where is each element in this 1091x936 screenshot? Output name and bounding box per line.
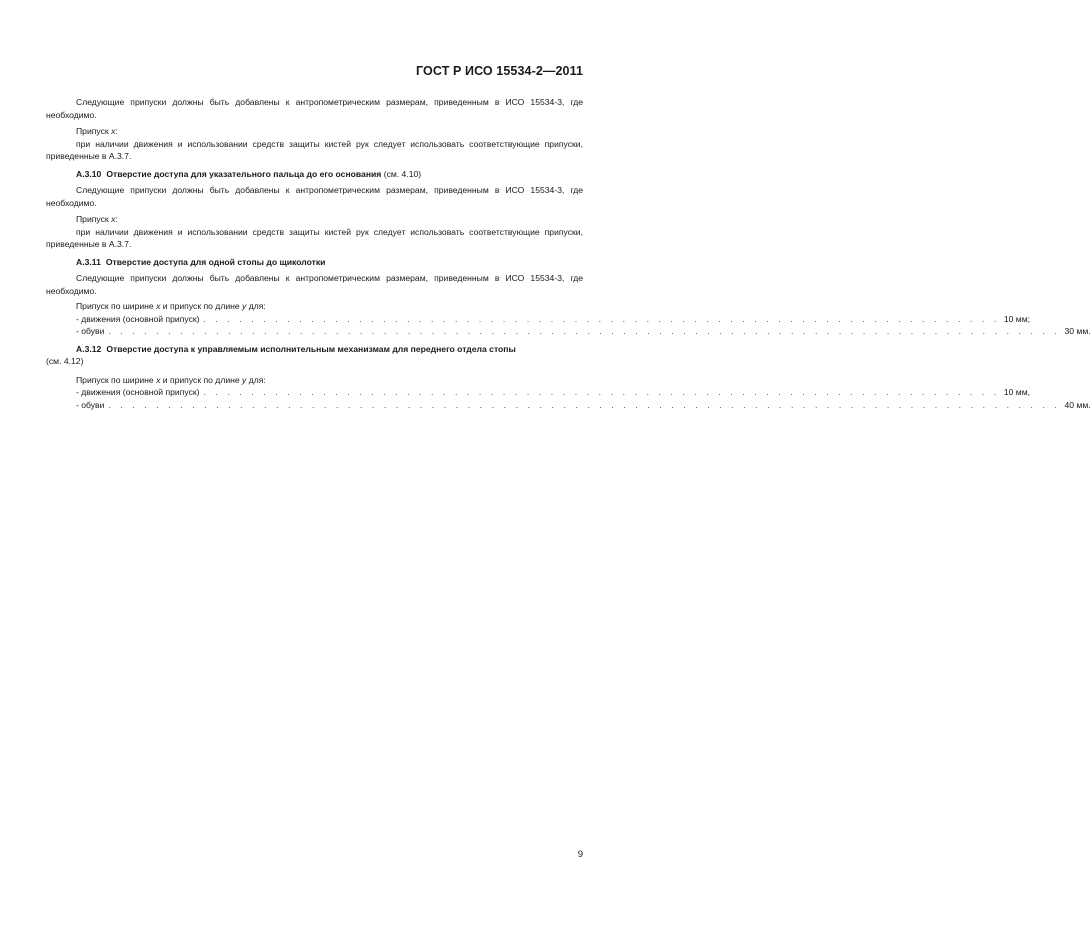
section-intro: [46, 96, 583, 163]
section-title: Отверстие доступа для одной стопы до щиколотки: [105, 256, 326, 267]
allowance-label: Припуск x:: [76, 214, 118, 224]
section-a-3-11: [46, 256, 1091, 338]
page-number: 9: [577, 849, 583, 860]
section-reference: (см. 4.10): [381, 168, 422, 179]
paragraph: при наличии движения и использовании средств защиты кистей рук следует использовать соответствующие припуски, приведенные в А.3.7.: [46, 226, 583, 249]
allowance-item-movement: - движения (основной припуск) . . . . . . . . . . . . . . . . . . . . . . . . . . . . . . . . . . . . . . . . . . . . . . . . . . . . . . . . . . . . . . . . . . . 10 мм;: [76, 313, 1031, 324]
allowance-item-footwear: - обуви . . . . . . . . . . . . . . . . . . . . . . . . . . . . . . . . . . . . . . . . . . . . . . . . . . . . . . . . . . . . . . . . . . . . . . . . . . . . . . . . 40 мм.: [76, 399, 1091, 410]
section-title: Отверстие доступа для указательного пальца до его основания: [106, 168, 382, 179]
section-title: Отверстие доступа к управляемым исполнительным механизмам для переднего отдела стопы: [106, 343, 516, 354]
paragraph: Следующие припуски должны быть добавлены к антропометрическим размерам, приведенным в ИСО 15534-3, где необходимо.: [46, 273, 583, 296]
document-body: [46, 96, 1091, 411]
allowance-intro: Припуск по ширине x и припуск по длине y для:: [76, 301, 266, 311]
section-number: А.3.12: [76, 343, 102, 354]
allowance-label: Припуск x:: [76, 126, 118, 136]
section-reference: (см. 4.12): [46, 356, 84, 366]
allowance-item-movement: - движения (основной припуск) . . . . . . . . . . . . . . . . . . . . . . . . . . . . . . . . . . . . . . . . . . . . . . . . . . . . . . . . . . . . . . . . . . . 10 мм,: [76, 387, 1031, 397]
section-a-3-12: [46, 343, 1091, 412]
allowance-item-footwear: - обуви . . . . . . . . . . . . . . . . . . . . . . . . . . . . . . . . . . . . . . . . . . . . . . . . . . . . . . . . . . . . . . . . . . . . . . . . . . . . . . . . 30 мм.: [76, 326, 1091, 336]
section-heading: [46, 168, 583, 181]
allowance-intro: Припуск по ширине x и припуск по длине y для:: [76, 374, 266, 385]
paragraph: Следующие припуски должны быть добавлены к антропометрическим размерам, приведенным в ИСО 15534-3, где необходимо.: [46, 185, 583, 208]
section-a-3-10: [46, 168, 583, 251]
paragraph: при наличии движения и использовании средств защиты кистей рук следует использовать соответствующие припуски, приведенные в А.3.7.: [46, 138, 583, 161]
section-heading: [46, 256, 583, 269]
document-code: ГОСТ Р ИСО 15534-2—2011: [416, 64, 583, 78]
section-number: А.3.10: [76, 168, 102, 179]
paragraph: Следующие припуски должны быть добавлены к антропометрическим размерам, приведенным в ИСО 15534-3, где необходимо.: [46, 97, 583, 120]
section-number: А.3.11: [76, 256, 101, 267]
section-heading: [46, 343, 583, 368]
